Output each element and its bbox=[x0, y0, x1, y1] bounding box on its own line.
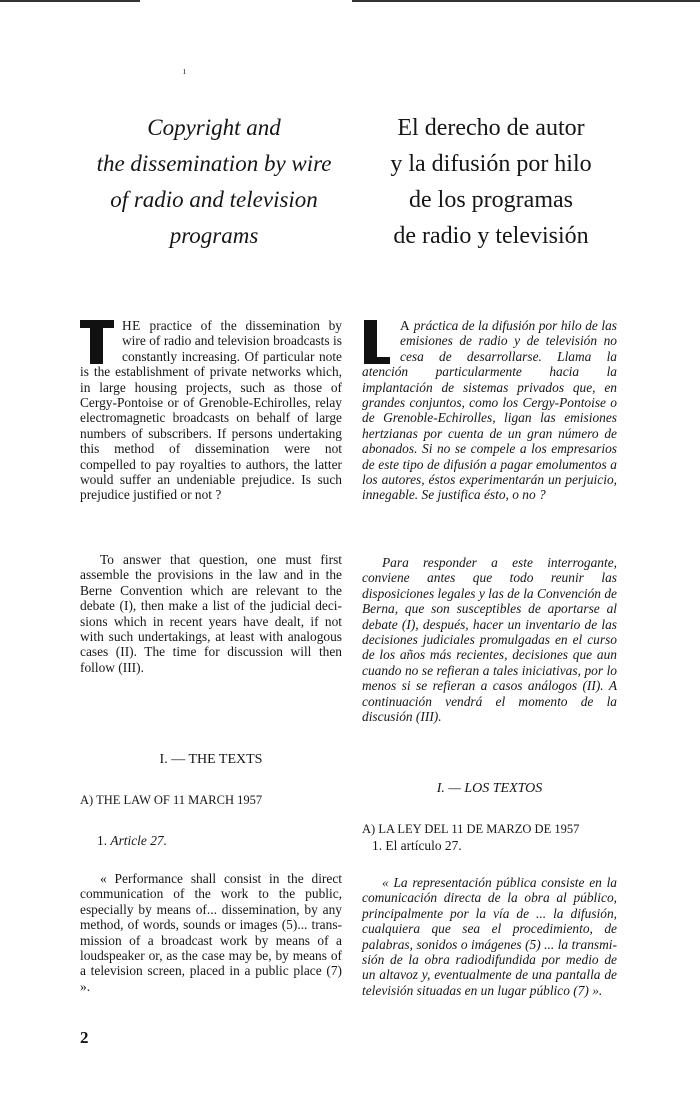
spanish-section-heading: I. — LOS TEXTOS bbox=[436, 781, 543, 796]
title-spanish bbox=[362, 110, 620, 254]
print-speck: ı bbox=[183, 66, 186, 77]
spanish-intro bbox=[362, 318, 617, 503]
english-article-line bbox=[97, 833, 359, 849]
title-english bbox=[80, 110, 348, 254]
title-spanish-line-4: de radio y televisión bbox=[393, 223, 589, 249]
spanish-quote-block bbox=[362, 875, 617, 998]
english-paragraph-2-block bbox=[80, 552, 342, 675]
english-article-quote: « Performance shall consist in the direct communication of the work to the public, especially by means of... dissemination, by any method, of words, sounds or images (5)... transmission of a broadcast work by means of a loudspeaker or, as the case may be, by means of a television screen, placed in a public place (7) ». bbox=[80, 871, 342, 994]
spanish-article-line-block bbox=[372, 838, 627, 854]
english-section-heading-block bbox=[80, 752, 342, 768]
top-rule-left bbox=[0, 0, 140, 2]
dropcap-l bbox=[362, 320, 392, 364]
spanish-intro-text: práctica de la difusión por hilo de las emisiones de radio y de televisión no cesa de desarrollarse. Llama la atención particularmente hacia la implantación de sistemas privados que, en grandes conjuntos, como los Cergy-Pontoise o de Grenoble-Echirolles, ligan las emisiones hertzianas por cuenta de un gran número de abonados. Si no se compele a los empresarios de este tipo de difusión a pagar emolumentos a los autores, éstos experimentarán un perjuicio, innegable. Se justifica ésto, o no ? bbox=[362, 318, 617, 503]
title-spanish-line-3: de los programas bbox=[409, 187, 573, 213]
title-english-line-4: programs bbox=[169, 223, 259, 248]
top-rule-right bbox=[352, 0, 700, 2]
spanish-subsection-heading: A) LA LEY DEL 11 DE MARZO DE 1957 bbox=[362, 822, 580, 836]
page-number: 2 bbox=[80, 1028, 89, 1047]
title-spanish-line-1: El derecho de autor bbox=[397, 115, 585, 141]
spanish-paragraph-2-block bbox=[362, 555, 617, 724]
dropcap-t bbox=[80, 320, 114, 364]
english-article-number: 1. bbox=[97, 833, 108, 848]
spanish-paragraph-2: Para responder a este interrogante, conviene antes que todo reunir las disposiciones legales y las de la Convención de Berna, que son susceptibles de aportarse al debate (I), después, hacer un inventario de las decisiones judiciales promulgadas en el curso de los años más recientes, decisiones que aun cuando no se refieran a tales iniciativas, por lo menos si se refieran a casos análogos (II). A continuación vendrá el momento de la discusión (III). bbox=[362, 555, 617, 725]
spanish-intro-first-word: A bbox=[400, 318, 411, 333]
spanish-article-quote: « La representación pública consiste en la comunicación directa de la obra al público, principalmente por la vía de ... la difusión, cualquiera que sea el procedimiento, de palabras, sonidos o imágenes (5) ... la transmisión de la obra radiodifundida por medio de un altavoz y, eventualmente de una pantalla de televisión situadas en un lugar público (7) ». bbox=[362, 875, 617, 998]
english-article-label: Article 27. bbox=[110, 833, 167, 848]
spanish-section-heading-block bbox=[362, 781, 617, 797]
english-intro bbox=[80, 318, 342, 503]
english-subsection-heading: A) THE LAW OF 11 MARCH 1957 bbox=[80, 793, 263, 807]
english-paragraph-2: To answer that question, one must first assemble the provisions in the law and in the Berne Convention which are relevant to the debate (I), then make a list of the judicial decisions which in recent years have dealt, if not with such undertakings, at least with analogous cases (II). The time for discussion will then follow (III). bbox=[80, 552, 342, 675]
spanish-article-line: 1. El artículo 27. bbox=[372, 838, 462, 853]
english-quote-block bbox=[80, 871, 342, 994]
english-intro-first-word: HE bbox=[122, 318, 141, 333]
title-english-line-1: Copyright and bbox=[147, 115, 281, 140]
spanish-intro-paragraph bbox=[362, 318, 617, 503]
spanish-subsection-block bbox=[362, 822, 617, 837]
english-subsection-block bbox=[80, 793, 342, 808]
english-section-heading: I. — THE TEXTS bbox=[159, 752, 263, 767]
english-intro-text: practice of the dissemination by wire of radio and television broadcasts is constantly increasing. Of particular note is the establishment of private networks which, in large housing projects, such as those of Cergy-Pontoise or of Grenoble-Echirolles, relay electromagnetic broadcasts on behalf of large numbers of subscribers. If persons undertaking this method of dissemination were not compelled to pay royalties to authors, the latter would suffer an undeniable prejudice. Is such prejudice justified or not ? bbox=[80, 318, 342, 503]
english-intro-paragraph bbox=[80, 318, 342, 503]
title-spanish-line-2: y la difusión por hilo bbox=[390, 151, 592, 177]
title-english-line-2: the dissemination by wire bbox=[96, 151, 332, 176]
title-english-line-3: of radio and television bbox=[110, 187, 318, 212]
